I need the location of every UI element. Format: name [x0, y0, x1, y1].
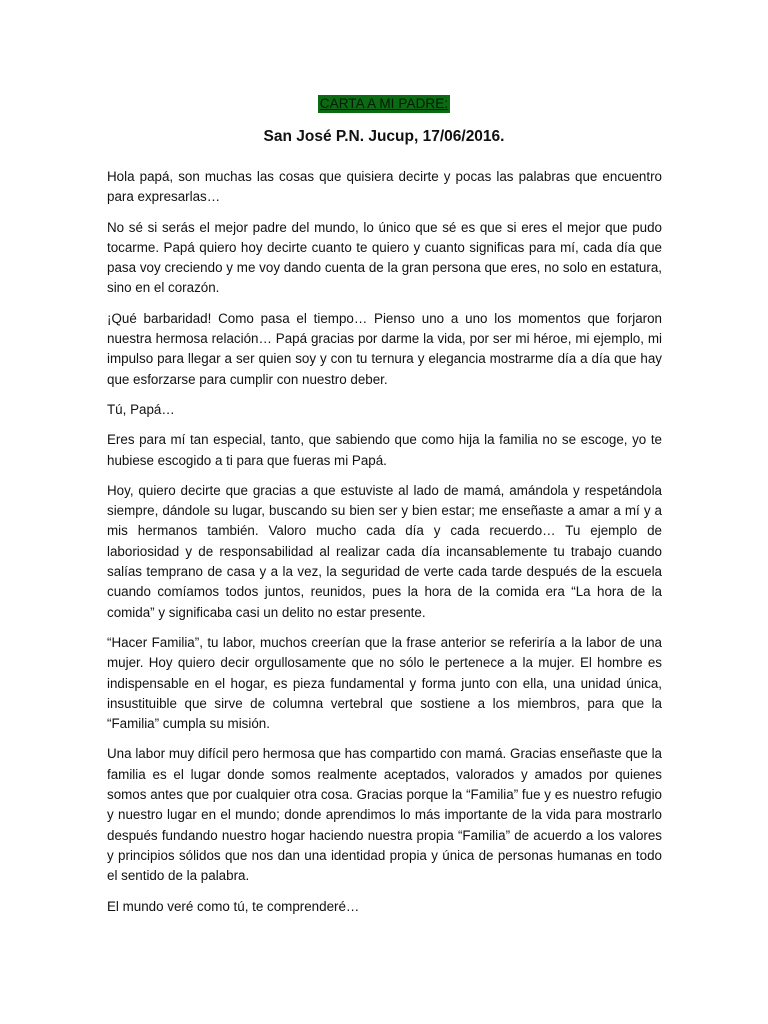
paragraph: Tú, Papá… — [107, 401, 175, 417]
paragraph: El mundo veré como tú, te comprenderé… — [107, 898, 360, 914]
paragraph: Eres para mí tan especial, tanto, que sabiendo que como hija la familia no se escoge, yo te hubiese escogido a ti para que fueras mi Papá. — [107, 432, 662, 468]
paragraph: No sé si serás el mejor padre del mundo, lo único que sé es que si eres el mejor que pudo tocarme. Papá quiero hoy decirte cuanto te quiero y cuanto significas para mí, cada día que pasa voy creciendo y me voy dando cuenta de la gran persona que eres, no solo en estatura, sino en el corazón. — [107, 219, 662, 296]
title-container — [0, 95, 768, 113]
paragraph: “Hacer Familia”, tu labor, muchos creerían que la frase anterior se referiría a la labor de una mujer. Hoy quiero decir orgullosamente que no sólo le pertenece a la mujer. El hombre es indispensable en el hogar, es pieza fundamental y forma junto con ella, una unidad única, insustituible que sirve de columna vertebral que sostiene a los miembros, para que la “Familia” cumpla su misión. — [107, 634, 662, 732]
paragraph: Una labor muy difícil pero hermosa que has compartido con mamá. Gracias enseñaste que la familia es el lugar donde somos realmente aceptados, valorados y amados por quienes somos antes que por cualquier otra cosa. Gracias porque la “Familia” fue y es nuestro refugio y nuestro lugar en el mundo; donde aprendimos lo más importante de la vida para mostrarlo después fundando nuestro hogar haciendo nuestra propia “Familia” de acuerdo a los valores y principios sólidos que nos dan una identidad propia y única de personas humanas en todo el sentido de la palabra. — [107, 746, 662, 884]
dateline: San José P.N. Jucup, 17/06/2016. — [263, 128, 505, 145]
letter-body — [107, 167, 662, 927]
paragraph: Hoy, quiero decirte que gracias a que estuviste al lado de mamá, amándola y respetándola siempre, dándole su lugar, buscando su bien ser y bien estar; me enseñaste a amar a mí y a mis hermanos también. Valoro mucho cada día y cada recuerdo… Tu ejemplo de laboriosidad y de responsabilidad al realizar cada día incansablemente tu trabajo cuando salías temprano de casa y a la vez, la seguridad de verte cada tarde después de la escuela cuando comíamos todos juntos, reunidos, pues la hora de la comida era “La hora de la comida” y significaba casi un delito no estar presente. — [107, 482, 662, 620]
paragraph: ¡Qué barbaridad! Como pasa el tiempo… Pienso uno a uno los momentos que forjaron nuestra hermosa relación… Papá gracias por darme la vida, por ser mi héroe, mi ejemplo, mi impulso para llegar a ser quien soy y con tu ternura y elegancia mostrarme día a día que hay que esforzarse para cumplir con nuestro deber. — [107, 310, 662, 387]
document-title: CARTA A MI PADRE: — [319, 96, 449, 111]
paragraph: Hola papá, son muchas las cosas que quisiera decirte y pocas las palabras que encuentro para expresarlas… — [107, 169, 662, 205]
